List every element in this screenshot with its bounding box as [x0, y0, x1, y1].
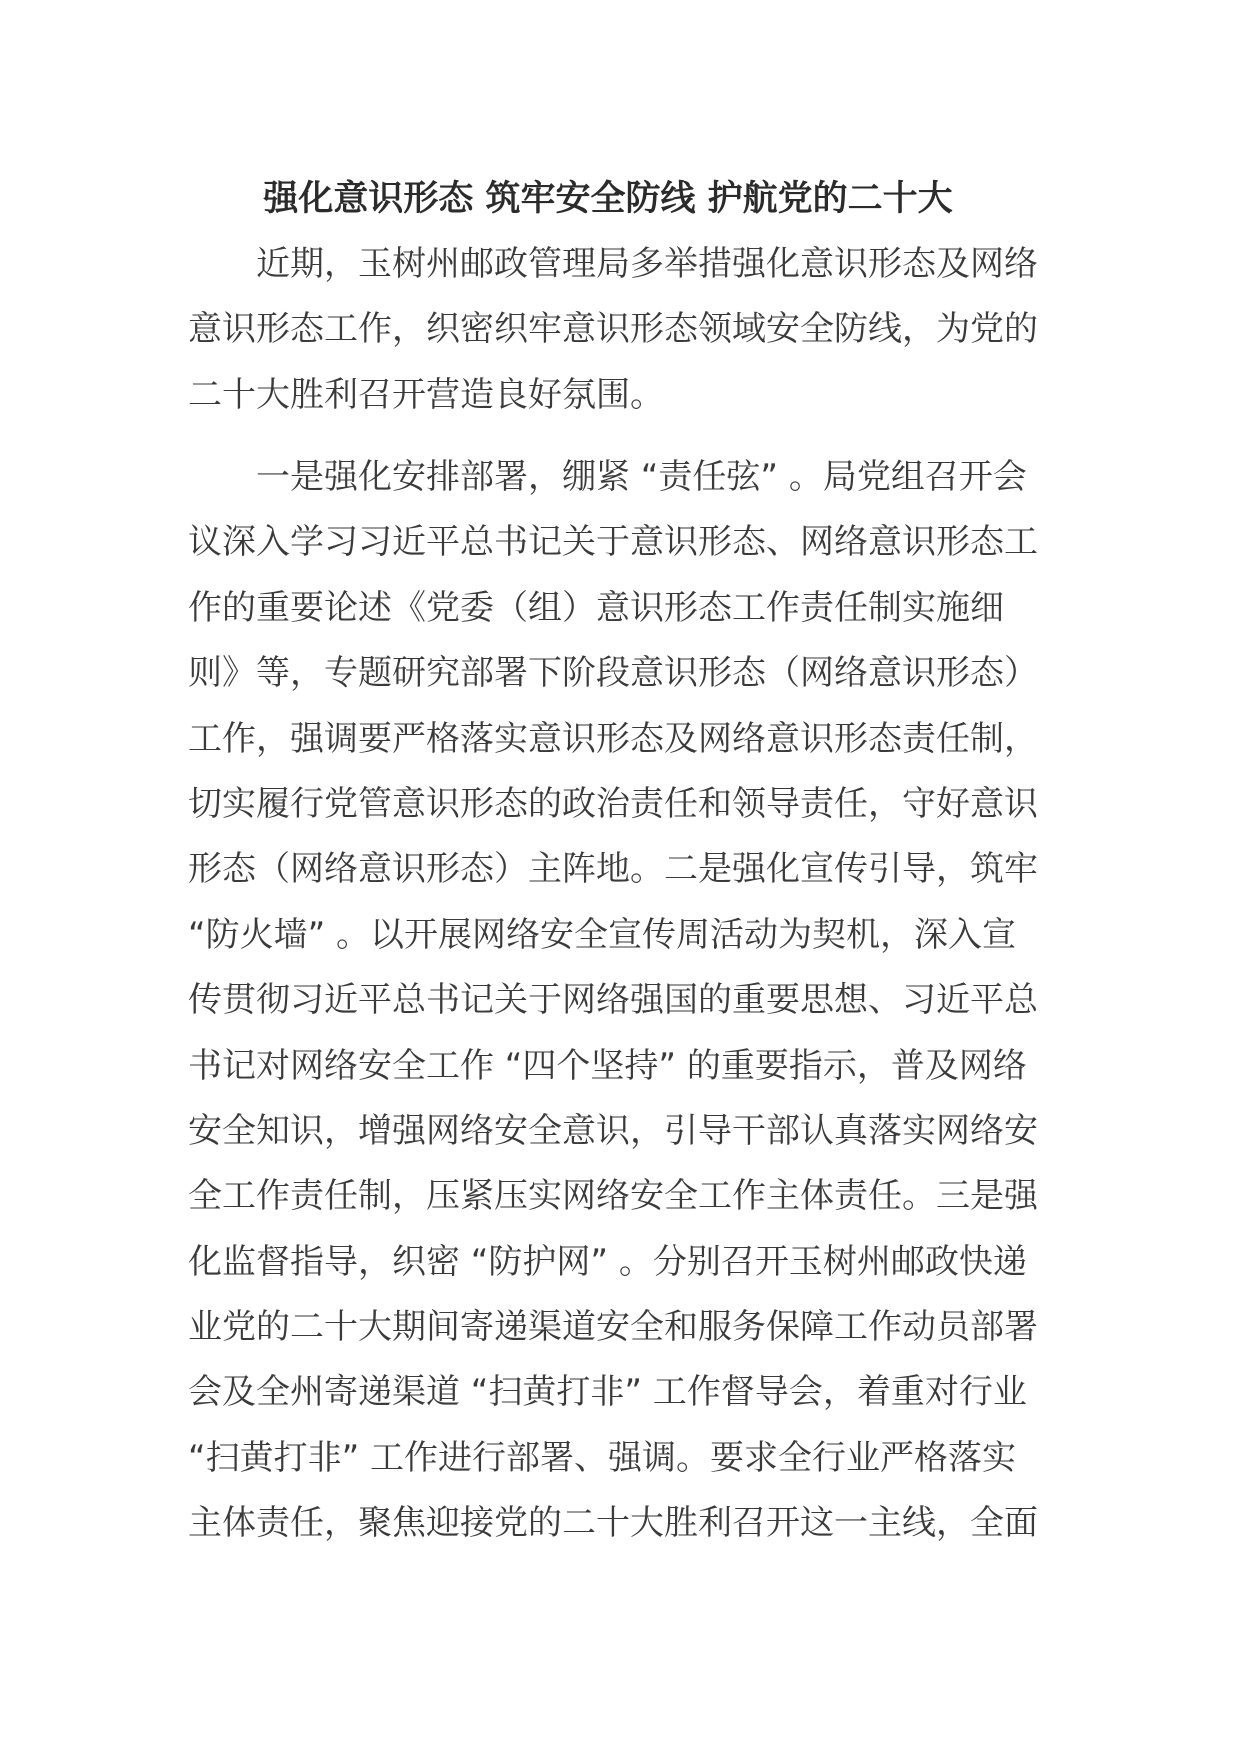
paragraph-line: 业党的二十大期间寄递渠道安全和服务保障工作动员部署	[188, 1307, 1038, 1348]
paragraph-line: 主体责任，聚焦迎接党的二十大胜利召开这一主线，全面	[188, 1503, 1038, 1544]
document-title: 强化意识形态 筑牢安全防线 护航党的二十大	[263, 179, 953, 219]
paragraph-line: 全工作责任制，压紧压实网络安全工作主体责任。三是强	[188, 1176, 1038, 1217]
paragraph-line: 会及全州寄递渠道 “扫黄打非” 工作督导会，着重对行业	[188, 1372, 1027, 1413]
paragraph-measures	[188, 445, 1038, 1557]
paragraph-line: 作的重要论述《党委（组）意识形态工作责任制实施细	[188, 587, 1004, 628]
paragraph-line: 意识形态工作，织密织牢意识形态领域安全防线，为党的	[188, 309, 1038, 350]
paragraph-line: 则》等，专题研究部署下阶段意识形态（网络意识形态）	[188, 653, 1038, 694]
paragraph-line: 传贯彻习近平总书记关于网络强国的重要思想、习近平总	[188, 980, 1038, 1021]
paragraph-line: 工作，强调要严格落实意识形态及网络意识形态责任制，	[188, 718, 1038, 759]
paragraph-line: 近期，玉树州邮政管理局多举措强化意识形态及网络	[188, 244, 1038, 284]
paragraph-line: “扫黄打非” 工作进行部署、强调。要求全行业严格落实	[188, 1437, 1017, 1478]
paragraph-line: 安全知识，增强网络安全意识，引导干部认真落实网络安	[188, 1110, 1038, 1151]
paragraph-line: 形态（网络意识形态）主阵地。二是强化宣传引导，筑牢	[188, 849, 1038, 890]
paragraph-line: 切实履行党管意识形态的政治责任和领导责任，守好意识	[188, 783, 1038, 824]
paragraph-intro	[188, 232, 1038, 428]
paragraph-line: 书记对网络安全工作 “四个坚持” 的重要指示，普及网络	[188, 1045, 1027, 1086]
paragraph-line: “防火墙” 。以开展网络安全宣传周活动为契机，深入宣	[188, 914, 1017, 955]
paragraph-line: 议深入学习习近平总书记关于意识形态、网络意识形态工	[188, 522, 1038, 563]
paragraph-line: 二十大胜利召开营造良好氛围。	[188, 374, 664, 415]
paragraph-line: 一是强化安排部署，绷紧 “责任弦” 。局党组召开会	[188, 457, 1027, 497]
paragraph-line: 化监督指导，织密 “防护网” 。分别召开玉树州邮政快递	[188, 1241, 1027, 1282]
